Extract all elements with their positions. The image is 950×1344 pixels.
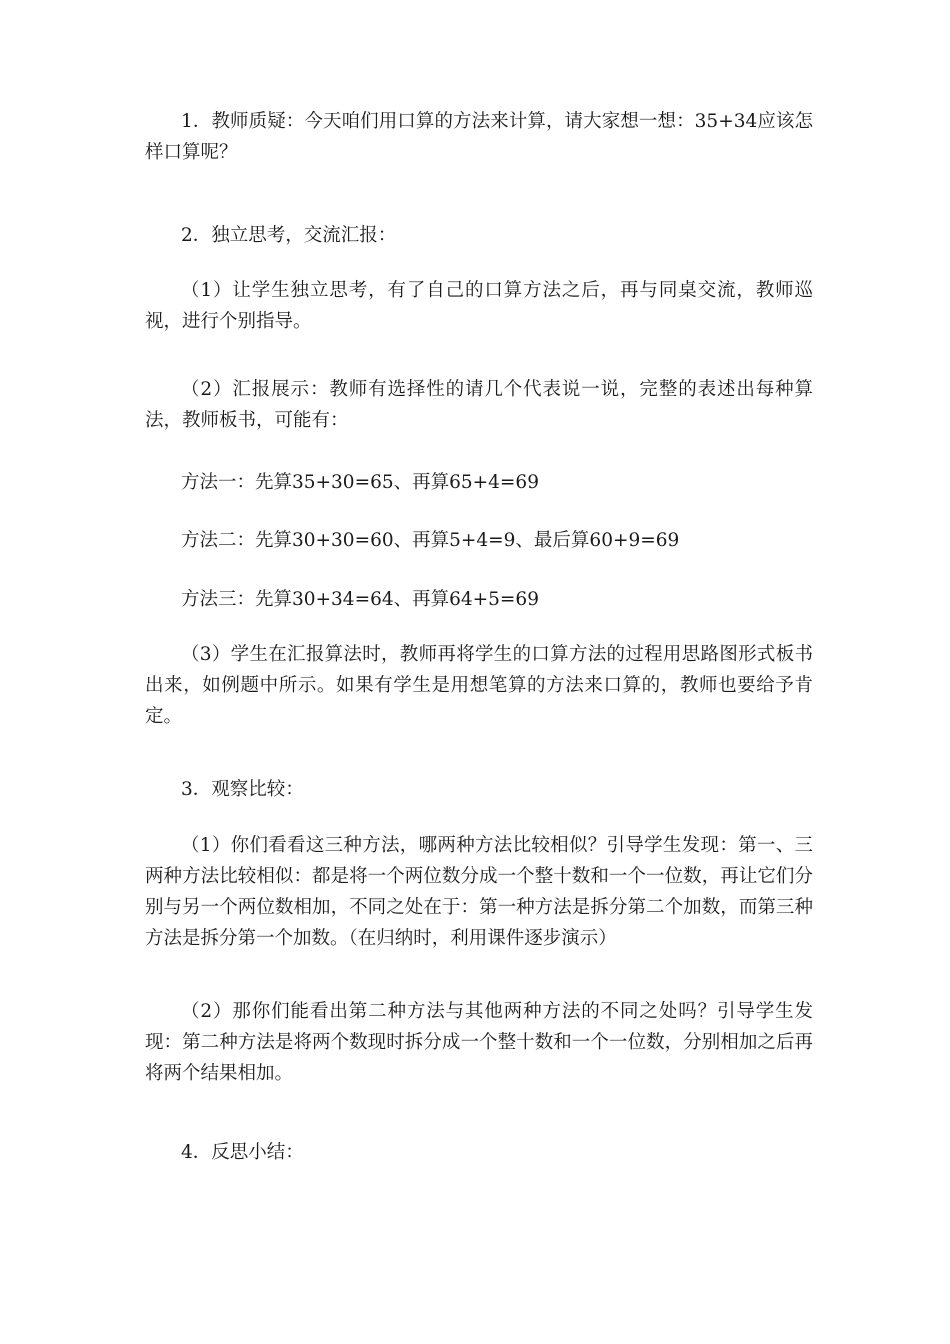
paragraph-observe-compare: 3．观察比较： <box>181 779 304 800</box>
paragraph-step-1: （1）让学生独立思考，有了自己的口算方法之后，再与同桌交流，教师巡视，进行个别指导。 <box>145 280 813 332</box>
paragraph-compare-2: （2）那你们能看出第二种方法与其他两种方法的不同之处吗？引导学生发现：第二种方法是将两个数现时拆分成一个整十数和一个一位数，分别相加之后再将两个结果相加。 <box>145 1001 813 1084</box>
paragraph-step-3: （3）学生在汇报算法时，教师再将学生的口算方法的过程用思路图形式板书出来，如例题中所示。如果有学生是用想笔算的方法来口算的，教师也要给予肯定。 <box>145 644 813 727</box>
paragraph-method-1: 方法一：先算35+30=65、再算65+4=69 <box>181 472 539 493</box>
paragraph-step-2: （2）汇报展示：教师有选择性的请几个代表说一说，完整的表述出每种算法，教师板书，可能有： <box>145 379 813 431</box>
paragraph-method-3: 方法三：先算30+34=64、再算64+5=69 <box>181 589 539 610</box>
paragraph-compare-1: （1）你们看看这三种方法，哪两种方法比较相似？引导学生发现：第一、三两种方法比较相似：都是将一个两位数分成一个整十数和一个一位数，再让它们分别与另一个两位数相加，不同之处在于：第一种方法是拆分第二个加数，而第三种方法是拆分第一个加数。（在归纳时，利用课件逐步演示） <box>145 835 813 949</box>
paragraph-reflection-summary: 4．反思小结： <box>181 1142 304 1163</box>
paragraph-independent-thinking: 2．独立思考，交流汇报： <box>181 225 397 246</box>
paragraph-teacher-question: 1．教师质疑：今天咱们用口算的方法来计算，请大家想一想：35+34应该怎样口算呢？ <box>145 111 813 163</box>
paragraph-method-2: 方法二：先算30+30=60、再算5+4=9、最后算60+9=69 <box>181 530 680 551</box>
